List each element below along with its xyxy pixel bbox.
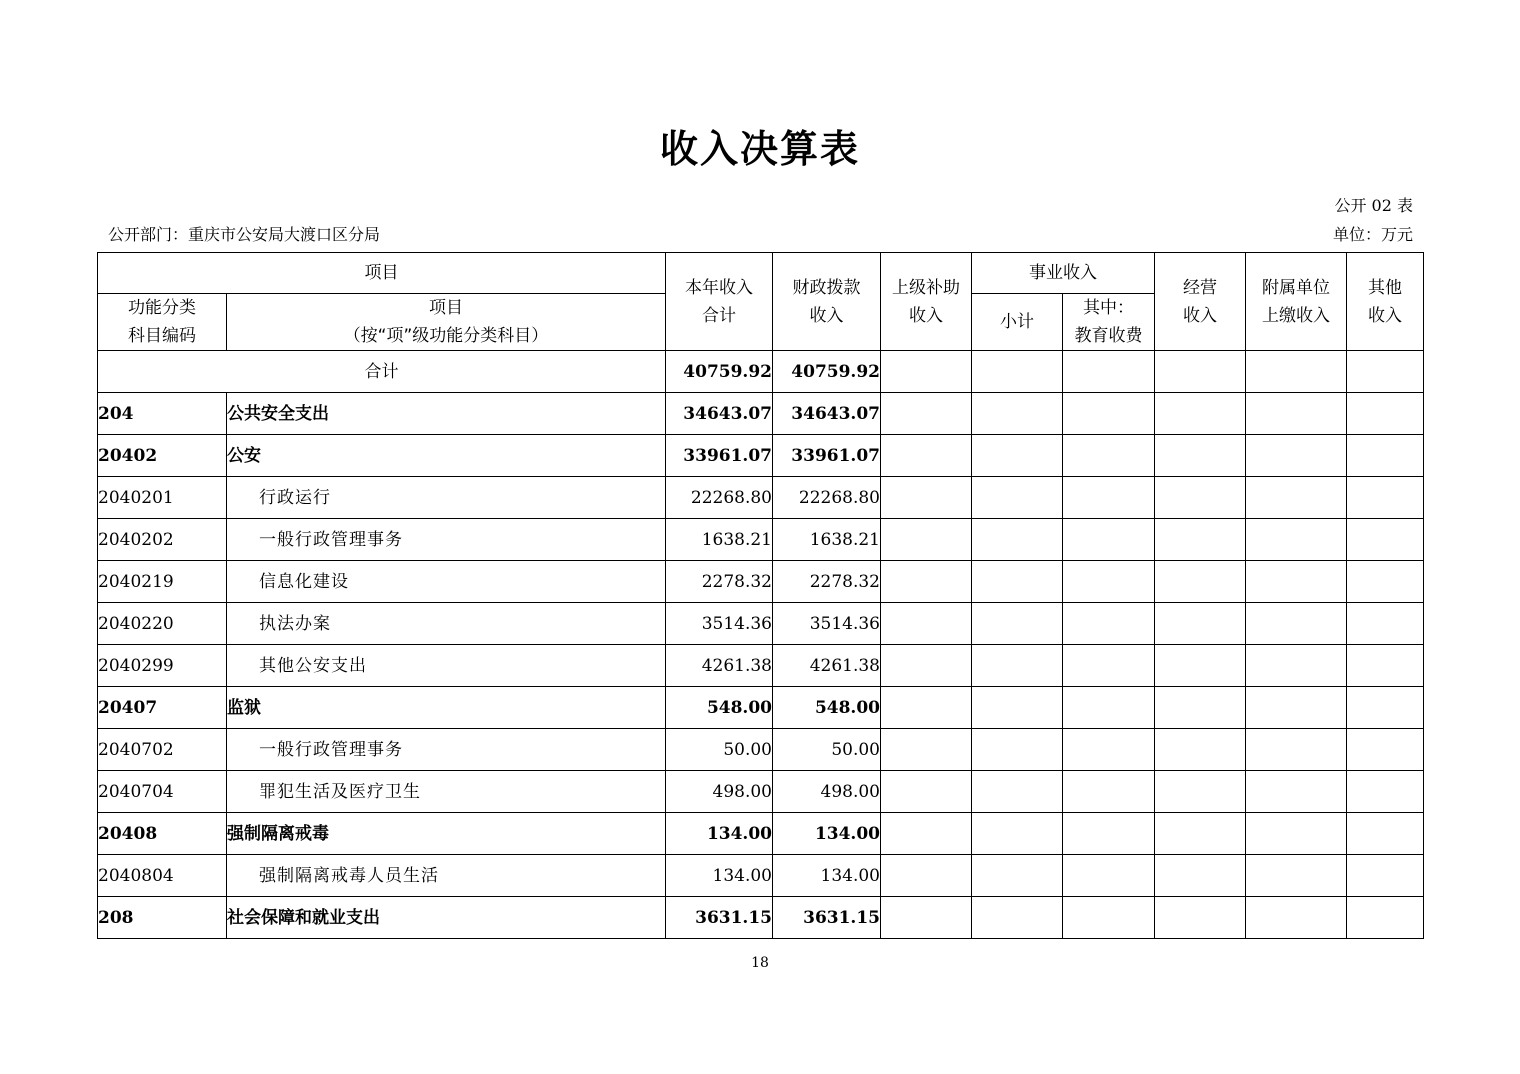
row-code: 2040220	[98, 603, 227, 645]
table-row	[98, 561, 1424, 603]
row-name: 执法办案	[227, 603, 666, 645]
table-row	[98, 519, 1424, 561]
table-row	[98, 435, 1424, 477]
row-fiscal: 498.00	[773, 771, 881, 813]
total-income-value: 40759.92	[666, 351, 773, 393]
row-code: 2040201	[98, 477, 227, 519]
header-business-income: 经营 收入	[1155, 253, 1246, 351]
table-row	[98, 477, 1424, 519]
row-name: 其他公安支出	[227, 645, 666, 687]
row-total: 50.00	[666, 729, 773, 771]
table-row	[98, 393, 1424, 435]
row-total: 1638.21	[666, 519, 773, 561]
row-total: 4261.38	[666, 645, 773, 687]
row-fiscal: 34643.07	[773, 393, 881, 435]
header-career-education: 其中： 教育收费	[1063, 294, 1155, 351]
header-superior-subsidy: 上级补助 收入	[881, 253, 972, 351]
row-code: 20402	[98, 435, 227, 477]
unit-label: 单位：万元	[1332, 225, 1413, 244]
row-fiscal: 548.00	[773, 687, 881, 729]
row-code: 204	[98, 393, 227, 435]
row-name: 监狱	[227, 687, 666, 729]
row-total: 498.00	[666, 771, 773, 813]
table-row	[98, 645, 1424, 687]
row-code: 2040704	[98, 771, 227, 813]
total-label: 合计	[98, 351, 666, 393]
page-number: 18	[751, 955, 769, 971]
row-fiscal: 4261.38	[773, 645, 881, 687]
row-code: 2040804	[98, 855, 227, 897]
row-total: 3631.15	[666, 897, 773, 939]
row-total: 134.00	[666, 813, 773, 855]
header-total-income: 本年收入 合计	[666, 253, 773, 351]
total-row	[98, 351, 1424, 393]
row-name: 一般行政管理事务	[227, 729, 666, 771]
table-row	[98, 855, 1424, 897]
header-code: 功能分类 科目编码	[98, 294, 227, 351]
form-number: 公开 02 表	[1334, 196, 1413, 215]
income-final-accounts-table	[97, 252, 1424, 939]
row-name: 强制隔离戒毒人员生活	[227, 855, 666, 897]
total-fiscal-value: 40759.92	[773, 351, 881, 393]
row-total: 548.00	[666, 687, 773, 729]
row-fiscal: 33961.07	[773, 435, 881, 477]
row-code: 2040202	[98, 519, 227, 561]
header-other-income: 其他 收入	[1347, 253, 1424, 351]
table-row	[98, 687, 1424, 729]
table-row	[98, 813, 1424, 855]
row-code: 2040299	[98, 645, 227, 687]
row-name: 一般行政管理事务	[227, 519, 666, 561]
header-item: 项目	[98, 253, 666, 294]
row-code: 208	[98, 897, 227, 939]
table-row	[98, 603, 1424, 645]
row-total: 3514.36	[666, 603, 773, 645]
row-code: 20407	[98, 687, 227, 729]
row-fiscal: 50.00	[773, 729, 881, 771]
row-fiscal: 22268.80	[773, 477, 881, 519]
header-career-income: 事业收入	[972, 253, 1155, 294]
row-total: 33961.07	[666, 435, 773, 477]
row-code: 2040219	[98, 561, 227, 603]
table-row	[98, 771, 1424, 813]
row-total: 22268.80	[666, 477, 773, 519]
header-career-subtotal: 小计	[972, 294, 1063, 351]
row-fiscal: 1638.21	[773, 519, 881, 561]
row-total: 2278.32	[666, 561, 773, 603]
row-name: 行政运行	[227, 477, 666, 519]
department-label: 公开部门：重庆市公安局大渡口区分局	[108, 225, 381, 244]
row-code: 20408	[98, 813, 227, 855]
table-row	[98, 897, 1424, 939]
row-fiscal: 134.00	[773, 855, 881, 897]
row-name: 社会保障和就业支出	[227, 897, 666, 939]
row-total: 34643.07	[666, 393, 773, 435]
row-name: 信息化建设	[227, 561, 666, 603]
row-fiscal: 134.00	[773, 813, 881, 855]
page-title: 收入决算表	[659, 127, 860, 171]
row-total: 134.00	[666, 855, 773, 897]
row-name: 公安	[227, 435, 666, 477]
row-name: 公共安全支出	[227, 393, 666, 435]
header-fiscal-income: 财政拨款 收入	[773, 253, 881, 351]
row-fiscal: 2278.32	[773, 561, 881, 603]
row-name: 罪犯生活及医疗卫生	[227, 771, 666, 813]
row-fiscal: 3631.15	[773, 897, 881, 939]
row-code: 2040702	[98, 729, 227, 771]
header-affiliate-income: 附属单位 上缴收入	[1246, 253, 1347, 351]
row-fiscal: 3514.36	[773, 603, 881, 645]
header-name: 项目 （按“项”级功能分类科目）	[227, 294, 666, 351]
table-row	[98, 729, 1424, 771]
row-name: 强制隔离戒毒	[227, 813, 666, 855]
